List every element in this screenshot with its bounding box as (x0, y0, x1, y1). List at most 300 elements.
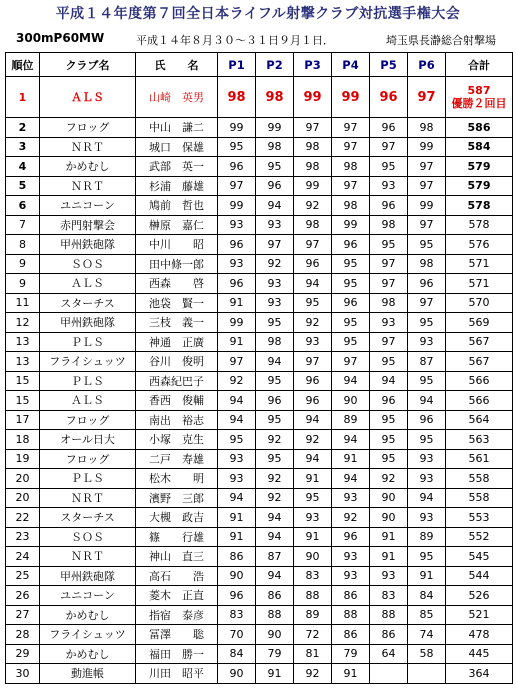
score-cell-p4: 89 (332, 410, 370, 430)
rank-cell: 5 (6, 176, 40, 196)
total-cell (446, 449, 513, 469)
score-cell-p3: 99 (294, 77, 332, 118)
table-row (6, 137, 513, 157)
rank-cell: 12 (6, 313, 40, 333)
score-cell-p1: 91 (218, 527, 256, 547)
score-cell-p1: 93 (218, 215, 256, 235)
club-cell: 甲州鉄砲隊 (40, 313, 136, 333)
club-cell: オール日大 (40, 430, 136, 450)
rank-cell: 23 (6, 527, 40, 547)
score-cell-p4: 93 (332, 488, 370, 508)
event-info-bar (0, 28, 516, 50)
score-cell-p4: 92 (332, 508, 370, 528)
score-cell-p4: 93 (332, 566, 370, 586)
total-value: 553 (468, 510, 490, 524)
name-cell: 山崎 英男 (136, 77, 218, 118)
club-cell: ＳＯＳ (40, 254, 136, 274)
score-cell-p6: 96 (408, 274, 446, 294)
rank-cell: 6 (6, 196, 40, 216)
score-cell-p3: 72 (294, 625, 332, 645)
name-cell: 西森 啓 (136, 274, 218, 294)
score-cell-p3: 95 (294, 293, 332, 313)
name-cell: 冨澤 聡 (136, 625, 218, 645)
name-cell: 高石 浩 (136, 566, 218, 586)
score-cell-p1: 83 (218, 605, 256, 625)
table-row (6, 527, 513, 547)
score-cell-p2: 93 (256, 293, 294, 313)
event-code: 300mP60MW (16, 31, 105, 45)
header-p5: P5 (370, 53, 408, 77)
score-cell-p4: 97 (332, 137, 370, 157)
score-cell-p6: 98 (408, 118, 446, 138)
total-value: 578 (468, 218, 490, 232)
club-cell: ＳＯＳ (40, 527, 136, 547)
table-row (6, 410, 513, 430)
score-cell-p3: 94 (294, 410, 332, 430)
score-cell-p5: 96 (370, 391, 408, 411)
total-value: 571 (468, 257, 490, 271)
score-cell-p5: 98 (370, 293, 408, 313)
rank-cell: 13 (6, 352, 40, 372)
club-cell: ＰＬＳ (40, 469, 136, 489)
score-cell-p6: 84 (408, 586, 446, 606)
score-cell-p4: 97 (332, 118, 370, 138)
score-cell-p6: 97 (408, 157, 446, 177)
name-cell: 神山 直三 (136, 547, 218, 567)
total-cell (446, 625, 513, 645)
rank-cell: 24 (6, 547, 40, 567)
table-row (6, 274, 513, 294)
rank-cell: 9 (6, 274, 40, 294)
name-cell: 中山 謙二 (136, 118, 218, 138)
score-cell-p4: 97 (332, 352, 370, 372)
total-cell (446, 313, 513, 333)
total-value: 526 (468, 588, 490, 602)
score-cell-p6: 91 (408, 566, 446, 586)
header-name: 氏 名 (136, 53, 218, 77)
club-cell: かめむし (40, 644, 136, 664)
score-cell-p5: 95 (370, 157, 408, 177)
name-cell: 濱野 三郎 (136, 488, 218, 508)
total-value: 571 (468, 276, 490, 290)
club-cell: 甲州鉄砲隊 (40, 235, 136, 255)
score-cell-p4: 95 (332, 332, 370, 352)
score-cell-p5: 96 (370, 118, 408, 138)
rank-cell: 26 (6, 586, 40, 606)
table-row (6, 118, 513, 138)
rank-cell: 22 (6, 508, 40, 528)
score-cell-p1: 91 (218, 332, 256, 352)
score-cell-p2: 99 (256, 118, 294, 138)
table-row (6, 332, 513, 352)
score-cell-p2: 97 (256, 235, 294, 255)
score-cell-p1: 96 (218, 157, 256, 177)
total-value: 545 (468, 549, 490, 563)
table-row (6, 644, 513, 664)
score-cell-p6: 99 (408, 137, 446, 157)
name-cell: 神通 正廣 (136, 332, 218, 352)
score-cell-p2: 94 (256, 352, 294, 372)
club-cell: フロッグ (40, 449, 136, 469)
score-cell-p5: 95 (370, 410, 408, 430)
score-cell-p1: 94 (218, 488, 256, 508)
total-cell (446, 196, 513, 216)
name-cell: 池袋 賢一 (136, 293, 218, 313)
score-cell-p3: 97 (294, 352, 332, 372)
score-cell-p2: 94 (256, 196, 294, 216)
club-cell: ＡＬＳ (40, 274, 136, 294)
score-cell-p2: 79 (256, 644, 294, 664)
score-cell-p4: 97 (332, 176, 370, 196)
total-cell (446, 605, 513, 625)
rank-cell: 25 (6, 566, 40, 586)
club-cell: ＮＲＴ (40, 488, 136, 508)
total-value: 566 (468, 393, 490, 407)
total-cell (446, 508, 513, 528)
score-cell-p1: 93 (218, 449, 256, 469)
total-value: 569 (468, 315, 490, 329)
table-row (6, 254, 513, 274)
score-cell-p2: 87 (256, 547, 294, 567)
club-cell: ＮＲＴ (40, 176, 136, 196)
club-cell: スターチス (40, 508, 136, 528)
score-cell-p5: 95 (370, 352, 408, 372)
header-p2: P2 (256, 53, 294, 77)
total-cell (446, 352, 513, 372)
score-cell-p6: 94 (408, 488, 446, 508)
score-cell-p6: 98 (408, 254, 446, 274)
rank-cell: 11 (6, 293, 40, 313)
score-cell-p3: 92 (294, 313, 332, 333)
score-cell-p6: 96 (408, 410, 446, 430)
score-cell-p3: 93 (294, 508, 332, 528)
score-cell-p6: 58 (408, 644, 446, 664)
score-cell-p2: 98 (256, 137, 294, 157)
total-cell (446, 644, 513, 664)
score-cell-p2: 92 (256, 469, 294, 489)
total-cell (446, 566, 513, 586)
score-cell-p6: 99 (408, 196, 446, 216)
score-cell-p6: 89 (408, 527, 446, 547)
total-value: 544 (468, 569, 490, 583)
club-cell: 動進帳 (40, 664, 136, 684)
score-cell-p4: 99 (332, 215, 370, 235)
score-cell-p3: 97 (294, 235, 332, 255)
score-cell-p4: 95 (332, 254, 370, 274)
score-cell-p1: 84 (218, 644, 256, 664)
score-cell-p2: 90 (256, 625, 294, 645)
header-p1: P1 (218, 53, 256, 77)
header-total: 合計 (446, 53, 513, 77)
header-rank: 順位 (6, 53, 40, 77)
score-cell-p6: 97 (408, 215, 446, 235)
name-cell: 榊原 嘉仁 (136, 215, 218, 235)
score-cell-p3: 96 (294, 254, 332, 274)
score-cell-p5: 91 (370, 547, 408, 567)
score-cell-p4: 95 (332, 274, 370, 294)
table-row (6, 605, 513, 625)
page-title: 平成１４年度第７回全日本ライフル射撃クラブ対抗選手権大会 (55, 6, 461, 22)
total-value: 445 (468, 647, 490, 661)
score-cell-p2: 95 (256, 410, 294, 430)
score-cell-p5: 83 (370, 586, 408, 606)
score-cell-p2: 96 (256, 391, 294, 411)
score-cell-p4: 79 (332, 644, 370, 664)
total-value: 561 (468, 452, 490, 466)
score-cell-p4: 90 (332, 391, 370, 411)
score-cell-p3: 96 (294, 371, 332, 391)
total-value: 478 (468, 627, 490, 641)
score-cell-p5: 97 (370, 254, 408, 274)
score-cell-p5: 86 (370, 625, 408, 645)
score-cell-p6: 95 (408, 313, 446, 333)
score-cell-p5: 96 (370, 196, 408, 216)
club-cell: ＮＲＴ (40, 137, 136, 157)
rank-cell: 20 (6, 488, 40, 508)
total-value: 584 (467, 140, 491, 154)
total-value: 364 (468, 666, 490, 680)
score-cell-p4: 96 (332, 527, 370, 547)
score-cell-p5: 95 (370, 449, 408, 469)
total-cell (446, 547, 513, 567)
total-cell (446, 137, 513, 157)
score-cell-p2: 86 (256, 586, 294, 606)
score-cell-p2: 92 (256, 488, 294, 508)
score-cell-p6 (408, 664, 446, 684)
event-dates: 平成１４年８月３０～３１日９月１日． (136, 34, 334, 47)
rank-cell: 1 (6, 77, 40, 118)
total-cell (446, 235, 513, 255)
score-cell-p1: 90 (218, 664, 256, 684)
total-cell (446, 215, 513, 235)
score-cell-p3: 94 (294, 449, 332, 469)
score-cell-p6: 95 (408, 430, 446, 450)
rank-cell: 19 (6, 449, 40, 469)
score-cell-p4: 94 (332, 430, 370, 450)
score-cell-p2: 94 (256, 508, 294, 528)
score-cell-p5: 96 (370, 77, 408, 118)
rank-cell: 20 (6, 469, 40, 489)
club-cell: ＡＬＳ (40, 391, 136, 411)
rank-cell: 27 (6, 605, 40, 625)
club-cell: かめむし (40, 157, 136, 177)
score-cell-p6: 85 (408, 605, 446, 625)
score-cell-p1: 95 (218, 137, 256, 157)
score-cell-p2: 95 (256, 313, 294, 333)
rank-cell: 15 (6, 371, 40, 391)
table-row (6, 430, 513, 450)
rank-cell: 28 (6, 625, 40, 645)
score-cell-p1: 92 (218, 371, 256, 391)
score-cell-p3: 89 (294, 605, 332, 625)
score-cell-p4: 96 (332, 235, 370, 255)
table-row (6, 625, 513, 645)
score-cell-p5: 97 (370, 332, 408, 352)
total-value: 586 (467, 120, 491, 134)
name-cell: 二戸 寿雄 (136, 449, 218, 469)
score-cell-p2: 93 (256, 215, 294, 235)
score-cell-p4: 94 (332, 371, 370, 391)
score-cell-p3: 94 (294, 274, 332, 294)
total-value: 564 (468, 413, 490, 427)
club-cell: 赤門射撃会 (40, 215, 136, 235)
results-body (6, 77, 513, 684)
score-cell-p2: 92 (256, 254, 294, 274)
rank-cell: 4 (6, 157, 40, 177)
total-value: 570 (468, 296, 490, 310)
score-cell-p1: 91 (218, 508, 256, 528)
score-cell-p5: 93 (370, 313, 408, 333)
total-value: 576 (468, 237, 490, 251)
total-cell (446, 254, 513, 274)
total-cell (446, 274, 513, 294)
score-cell-p1: 94 (218, 410, 256, 430)
name-cell: 城口 保雄 (136, 137, 218, 157)
name-cell: 指宿 泰彦 (136, 605, 218, 625)
score-cell-p2: 95 (256, 449, 294, 469)
total-value: 579 (467, 179, 491, 193)
score-cell-p4: 86 (332, 625, 370, 645)
table-row (6, 449, 513, 469)
name-cell: 川田 昭平 (136, 664, 218, 684)
score-cell-p2: 98 (256, 332, 294, 352)
score-cell-p1: 98 (218, 77, 256, 118)
total-value: 558 (468, 491, 490, 505)
rank-cell: 2 (6, 118, 40, 138)
score-cell-p6: 97 (408, 293, 446, 313)
total-cell (446, 527, 513, 547)
rank-cell: 30 (6, 664, 40, 684)
score-cell-p4: 95 (332, 313, 370, 333)
score-cell-p4: 98 (332, 157, 370, 177)
total-value: 578 (467, 198, 491, 212)
total-value: 567 (468, 354, 490, 368)
total-cell (446, 586, 513, 606)
score-cell-p3: 98 (294, 137, 332, 157)
total-value: 567 (468, 335, 490, 349)
name-cell: 松木 明 (136, 469, 218, 489)
score-cell-p3: 83 (294, 566, 332, 586)
score-cell-p5: 90 (370, 488, 408, 508)
table-row (6, 391, 513, 411)
total-cell (446, 371, 513, 391)
score-cell-p3: 98 (294, 215, 332, 235)
table-row (6, 469, 513, 489)
total-cell (446, 293, 513, 313)
header-p3: P3 (294, 53, 332, 77)
score-cell-p3: 92 (294, 430, 332, 450)
score-cell-p3: 98 (294, 157, 332, 177)
name-cell: 南出 裕志 (136, 410, 218, 430)
score-cell-p1: 70 (218, 625, 256, 645)
score-cell-p1: 96 (218, 586, 256, 606)
score-cell-p5: 94 (370, 371, 408, 391)
rank-cell: 8 (6, 235, 40, 255)
score-cell-p2: 96 (256, 176, 294, 196)
score-cell-p6: 87 (408, 352, 446, 372)
score-cell-p5: 64 (370, 644, 408, 664)
score-cell-p1: 93 (218, 254, 256, 274)
table-row (6, 508, 513, 528)
rank-cell: 13 (6, 332, 40, 352)
name-cell: 香西 俊輔 (136, 391, 218, 411)
table-row (6, 352, 513, 372)
table-row (6, 215, 513, 235)
name-cell: 福田 勝一 (136, 644, 218, 664)
club-cell: フライシュッツ (40, 625, 136, 645)
total-note: 優勝２回目 (451, 97, 507, 110)
score-cell-p2: 92 (256, 430, 294, 450)
name-cell: 小塚 克生 (136, 430, 218, 450)
score-cell-p4: 93 (332, 547, 370, 567)
rank-cell: 7 (6, 215, 40, 235)
name-cell: 中川 昭 (136, 235, 218, 255)
score-cell-p6: 94 (408, 391, 446, 411)
rank-cell: 29 (6, 644, 40, 664)
header-p6: P6 (408, 53, 446, 77)
score-cell-p3: 88 (294, 586, 332, 606)
club-cell: スターチス (40, 293, 136, 313)
total-cell (446, 176, 513, 196)
club-cell: ＰＬＳ (40, 371, 136, 391)
table-header-row (6, 53, 513, 77)
rank-cell: 9 (6, 254, 40, 274)
total-value: 558 (468, 471, 490, 485)
score-cell-p4: 86 (332, 586, 370, 606)
total-cell (446, 488, 513, 508)
club-cell: かめむし (40, 605, 136, 625)
score-cell-p3: 95 (294, 488, 332, 508)
score-cell-p5: 91 (370, 527, 408, 547)
score-cell-p3: 97 (294, 118, 332, 138)
score-cell-p2: 98 (256, 77, 294, 118)
score-cell-p6: 97 (408, 77, 446, 118)
rank-cell: 17 (6, 410, 40, 430)
score-cell-p5: 93 (370, 176, 408, 196)
score-cell-p5: 97 (370, 137, 408, 157)
score-cell-p1: 97 (218, 352, 256, 372)
score-cell-p4: 98 (332, 196, 370, 216)
club-cell: 甲州鉄砲隊 (40, 566, 136, 586)
name-cell: 菱木 正直 (136, 586, 218, 606)
score-cell-p3: 91 (294, 527, 332, 547)
header-p4: P4 (332, 53, 370, 77)
table-row (6, 313, 513, 333)
score-cell-p1: 99 (218, 313, 256, 333)
score-cell-p1: 94 (218, 391, 256, 411)
score-cell-p5: 93 (370, 566, 408, 586)
score-cell-p4: 99 (332, 77, 370, 118)
score-cell-p3: 96 (294, 391, 332, 411)
table-row (6, 157, 513, 177)
total-value: 579 (467, 159, 491, 173)
score-cell-p6: 93 (408, 332, 446, 352)
score-cell-p2: 93 (256, 274, 294, 294)
score-cell-p3: 90 (294, 547, 332, 567)
table-row (6, 488, 513, 508)
score-cell-p5: 95 (370, 430, 408, 450)
score-cell-p1: 86 (218, 547, 256, 567)
score-cell-p3: 92 (294, 196, 332, 216)
score-cell-p5: 88 (370, 605, 408, 625)
score-cell-p6: 95 (408, 547, 446, 567)
total-value: 566 (468, 374, 490, 388)
table-row (6, 293, 513, 313)
score-cell-p1: 91 (218, 293, 256, 313)
name-cell: 篠 行雄 (136, 527, 218, 547)
club-cell: フロッグ (40, 118, 136, 138)
total-value: 521 (468, 608, 490, 622)
